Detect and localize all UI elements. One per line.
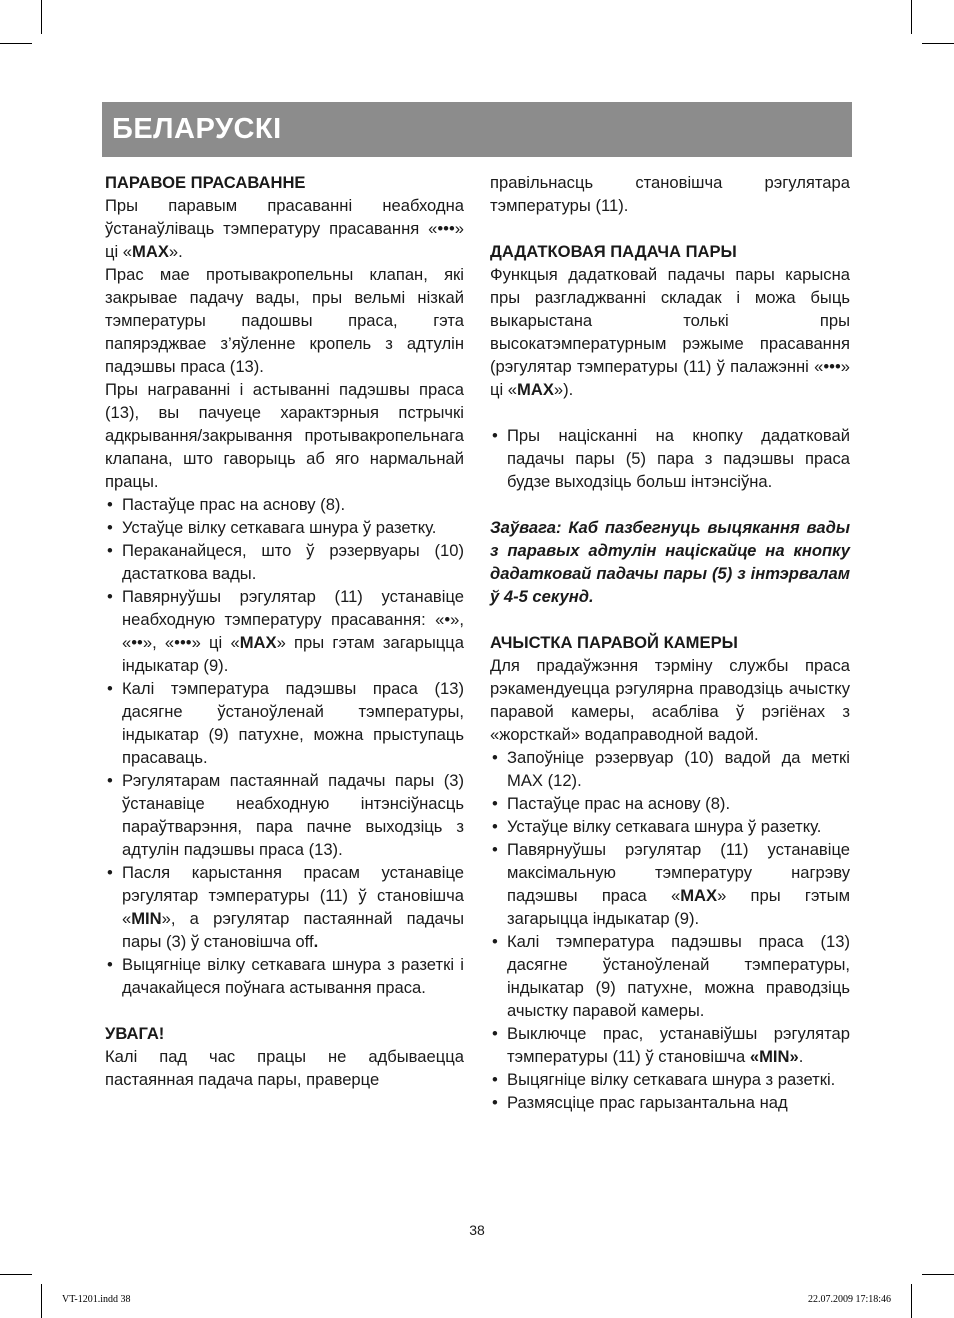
- section-title-extra-steam: ДАДАТКОВАЯ ПАДАЧА ПАРЫ: [490, 242, 737, 261]
- left-column: [105, 171, 464, 1091]
- list-item: • Калі тэмпература падэшвы праса (13) дасягне ўстаноўленай тэмпературы, індыкатар (9) патухне, можна праводзіць ачыстку паравой камеры.: [490, 930, 850, 1022]
- slug-date: 22.07.2009 17:18:46: [807, 1294, 891, 1305]
- language-banner: [102, 102, 852, 157]
- list-item: • Пасля карыстання прасам устанавіце рэгулятар тэмпературы (11) ў становішча «MIN», а рэгулятар пастаяннай падачы пары (3) ў становішча off.: [105, 861, 464, 953]
- section-title-steam-chamber-cleaning: АЧЫСТКА ПАРАВОЙ КАМЕРЫ: [490, 633, 738, 652]
- crop-mark: [922, 43, 954, 44]
- list-item: • Выцягніце вілку сеткавага шнура з разеткі і дачакайцеся поўнага астывання праса.: [105, 953, 464, 999]
- list-item: • Пераканайцеся, што ў рэзервуары (10) дастаткова вады.: [105, 539, 464, 585]
- crop-mark: [41, 0, 42, 34]
- paragraph: Калі пад час працы не адбываецца пастаянная падача пары, праверце: [105, 1047, 464, 1089]
- steps-list: [490, 746, 850, 1114]
- list-item: • Пастаўце прас на аснову (8).: [105, 493, 464, 516]
- page-title: БЕЛАРУСКІ: [112, 113, 282, 145]
- list-item: • Выцягніце вілку сеткавага шнура з разеткі.: [490, 1068, 850, 1091]
- list-item: • Устаўце вілку сеткавага шнура ў разетку.: [490, 815, 850, 838]
- paragraph: Пры награванні і астыванні падэшвы праса (13), вы пачуеце характэрныя пстрычкі адкрывання/закрывання протывакропельнага клапана, што гаворыць аб яго нармальнай працы.: [105, 380, 464, 491]
- paragraph: Функцыя дадатковай падачы пары карысна пры разгладжванні складак і можа быць выкарыстана толькі пры высокатэмпературным рэжыме прасавання (рэгулятар тэмпературы (11) ў палажэнні «•••» ці «MAX»).: [490, 265, 850, 399]
- paragraph: Для прадаўжэння тэрміну службы праса рэкамендуецца рэгулярна праводзіць ачыстку паравой камеры, асабліва ў рэгіёнах з «жорсткай» водаправодной вадой.: [490, 656, 850, 744]
- crop-mark: [922, 1274, 954, 1275]
- list-item: • Размясціце прас гарызантальна над: [490, 1091, 850, 1114]
- crop-mark: [911, 1284, 912, 1318]
- section-title-warning: УВАГА!: [105, 1024, 165, 1043]
- paragraph: Прас мае протывакропельны клапан, які закрывае падачу вады, пры вельмі нізкай тэмпературы падошвы праса, гэта папярэджвае з’яўленне кропель з адтулін падэшвы праса (13).: [105, 265, 464, 376]
- list-item: • Павярнуўшы рэгулятар (11) устанавіце максімальную тэмпературу нагрэву падэшвы праса «MAX» пры гэтым загарыцца індыкатар (9).: [490, 838, 850, 930]
- list-item: • Калі тэмпература падэшвы праса (13) дасягне ўстаноўленай тэмпературы, індыкатар (9) патухне, можна прыступаць прасаваць.: [105, 677, 464, 769]
- list-item: • Пры націсканні на кнопку дадатковай падачы пары (5) пара з падэшвы праса будзе выходзіць больш інтэнсіўна.: [490, 424, 850, 493]
- right-column: [490, 171, 850, 1114]
- crop-mark: [911, 0, 912, 34]
- steps-list: [490, 424, 850, 493]
- list-item: • Выключце прас, устанавіўшы рэгулятар тэмпературы (11) ў становішча «MIN».: [490, 1022, 850, 1068]
- list-item: • Пастаўце прас на аснову (8).: [490, 792, 850, 815]
- steps-list: [105, 493, 464, 999]
- paragraph: Пры паравым прасаванні неабходна ўстанаўліваць тэмпературу прасавання «•••» ці «MAX».: [105, 196, 464, 261]
- page-number: 38: [469, 1222, 485, 1238]
- list-item: • Павярнуўшы рэгулятар (11) устанавіце неабходную тэмпературу прасавання: «•», «••», «•••» ці «MAX» пры гэтам загарыцца індыкатар (9).: [105, 585, 464, 677]
- section-title-steam-ironing: ПАРАВОЕ ПРАСАВАННЕ: [105, 173, 306, 192]
- list-item: • Запоўніце рэзервуар (10) вадой да меткі MAX (12).: [490, 746, 850, 792]
- paragraph: правільнасць становішча рэгулятара тэмпературы (11).: [490, 173, 850, 215]
- note: Заўвага: Каб пазбегнуць выцякання вады з паравых адтулін націскайце на кнопку дадатковай падачы пары (5) з інтэрвалам ў 4-5 секунд.: [490, 518, 850, 606]
- slug-file: VT-1201.indd 38: [62, 1294, 131, 1305]
- list-item: • Устаўце вілку сеткавага шнура ў разетку.: [105, 516, 464, 539]
- crop-mark: [0, 43, 32, 44]
- list-item: • Рэгулятарам пастаяннай падачы пары (3) ўстанавіце неабходную інтэнсіўнасць параўтварэння, пара пачне выходзіць з адтулін падэшвы праса (13).: [105, 769, 464, 861]
- crop-mark: [41, 1284, 42, 1318]
- crop-mark: [0, 1274, 32, 1275]
